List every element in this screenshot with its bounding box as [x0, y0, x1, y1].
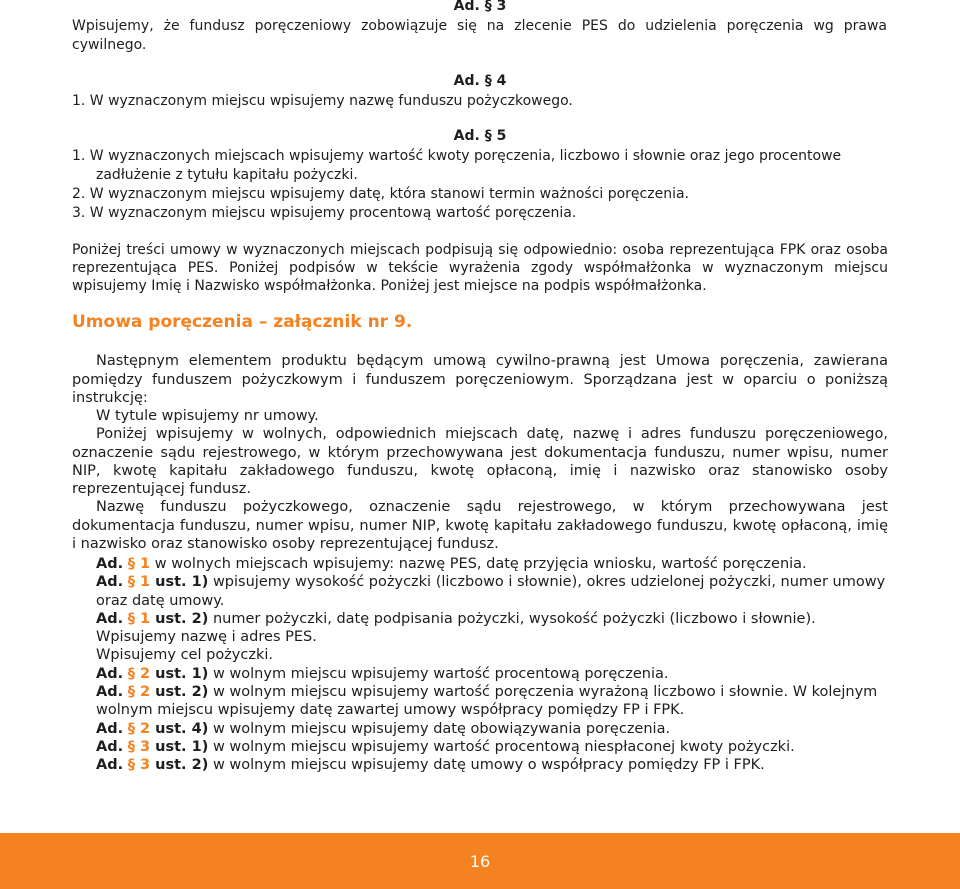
- ad5-item-1: 1. W wyznaczonych miejscach wpisujemy wartość kwoty poręczenia, liczbowo i słownie oraz jego procentowe zadłużenie z tytułu kapitału pożyczki.: [72, 148, 842, 183]
- ad5-heading: Ad. § 5: [453, 128, 507, 144]
- ad4-item-1: 1. W wyznaczonym miejscu wpisujemy nazwę funduszu pożyczkowego.: [72, 93, 573, 109]
- page-number: 16: [469, 851, 491, 871]
- ad-list-item: Ad. § 3 ust. 2) w wolnym miejscu wpisujemy datę umowy o współpracy pomiędzy FP i FPK.: [96, 757, 765, 774]
- ad5-item-3: 3. W wyznaczonym miejscu wpisujemy procentową wartość poręczenia.: [72, 205, 577, 221]
- ad-list-item: Ad. § 2 ust. 2) w wolnym miejscu wpisujemy wartość poręczenia wyrażoną liczbowo i słownie. W kolejnym wolnym miejscu wpisujemy datę zawartej umowy współpracy pomiędzy FP i FPK.: [96, 684, 878, 719]
- section-heading: Umowa poręczenia – załącznik nr 9.: [72, 312, 413, 332]
- ad-list-item: Ad. § 1 ust. 1) wpisujemy wysokość pożyczki (liczbowo i słownie), okres udzielonej pożyczki, numer umowy oraz datę umowy.: [96, 574, 886, 609]
- ad-list-item: Ad. § 1 w wolnych miejscach wpisujemy: nazwę PES, datę przyjęcia wniosku, wartość poręczenia.: [96, 556, 807, 572]
- ad-list-item: Wpisujemy cel pożyczki.: [96, 647, 273, 664]
- instructions-block: [72, 407, 888, 553]
- ad-list-item: Ad. § 2 ust. 4) w wolnym miejscu wpisujemy datę obowiązywania poręczenia.: [96, 720, 671, 737]
- ad-list-item: Ad. § 2 ust. 1) w wolnym miejscu wpisujemy wartość procentową poręczenia.: [96, 665, 669, 682]
- instruction-paragraph-2: Nazwę funduszu pożyczkowego, oznaczenie sądu rejestrowego, w którym przechowywana jest dokumentacja funduszu, numer wpisu, numer NIP, kwotę kapitału zakładowego funduszu, kwotę opłaconą, imię i nazwisko oraz stanowisko osoby reprezentującej fundusz.: [72, 499, 888, 553]
- ad4-heading: Ad. § 4: [453, 73, 507, 89]
- ad5-list: [72, 147, 892, 223]
- instruction-title-line: W tytule wpisujemy nr umowy.: [96, 408, 319, 424]
- ad5-item-2: 2. W wyznaczonym miejscu wpisujemy datę, która stanowi termin ważności poręczenia.: [72, 186, 689, 202]
- ad-list-item: Ad. § 3 ust. 1) w wolnym miejscu wpisujemy wartość procentową niespłaconej kwoty pożyczki.: [96, 738, 795, 755]
- intro-paragraph: Następnym elementem produktu będącym umową cywilno-prawną jest Umowa poręczenia, zawierana pomiędzy funduszem pożyczkowym i funduszem poręczeniowym. Sporządzana jest w oparciu o poniższą instrukcję:: [72, 353, 888, 407]
- ad-list: [96, 555, 888, 775]
- page-footer: [0, 833, 960, 889]
- ad3-paragraph: Wpisujemy, że fundusz poręczeniowy zobowiązuje się na zlecenie PES do udzielenia poręczenia wg prawa cywilnego.: [72, 18, 887, 53]
- ad-list-item: Wpisujemy nazwę i adres PES.: [96, 629, 317, 646]
- ad3-heading: Ad. § 3: [453, 0, 507, 14]
- signature-paragraph: Poniżej treści umowy w wyznaczonych miejscach podpisują się odpowiednio: osoba reprezentująca FPK oraz osoba reprezentująca PES. Poniżej podpisów w tekście wyrażenia zgody współmałżonka w wyznaczonym miejscu wpisujemy Imię i Nazwisko współmałżonka. Poniżej jest miejsce na podpis współmałżonka.: [72, 242, 888, 295]
- instruction-paragraph-1: Poniżej wpisujemy w wolnych, odpowiednich miejscach datę, nazwę i adres funduszu poręczeniowego, oznaczenie sądu rejestrowego, w którym przechowywana jest dokumentacja funduszu, numer wpisu, numer NIP, kwotę kapitału zakładowego funduszu, kwotę opłaconą, imię i nazwisko oraz stanowisko osoby reprezentującej fundusz.: [72, 426, 888, 498]
- ad-list-item: Ad. § 1 ust. 2) numer pożyczki, datę podpisania pożyczki, wysokość pożyczki (liczbowo i słownie).: [96, 610, 816, 627]
